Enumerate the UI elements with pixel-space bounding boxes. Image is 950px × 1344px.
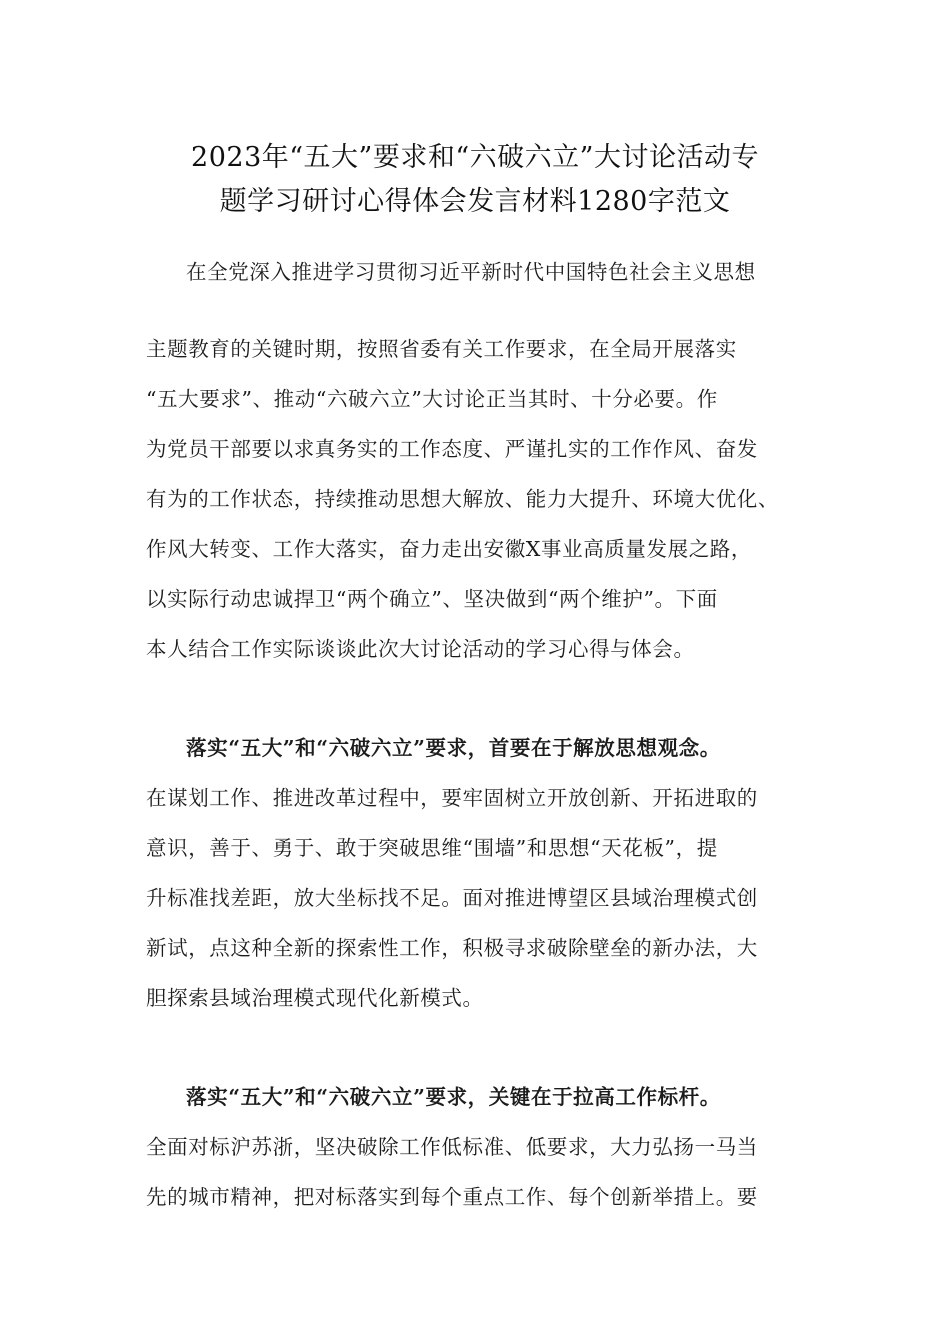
section-2-line: 全面对标沪苏浙，坚决破除工作低标准、低要求，大力弘扬一马当	[146, 1135, 758, 1159]
section-1-line: 意识，善于、勇于、敢于突破思维“围墙”和思想“天花板”，提	[146, 836, 718, 860]
intro-paragraph-line: 为党员干部要以求真务实的工作态度、严谨扎实的工作作风、奋发	[146, 437, 758, 461]
intro-paragraph-line: 本人结合工作实际谈谈此次大讨论活动的学习心得与体会。	[146, 637, 695, 661]
intro-paragraph-line: 有为的工作状态，持续推动思想大解放、能力大提升、环境大优化、	[146, 487, 779, 511]
intro-paragraph-line: 在全党深入推进学习贯彻习近平新时代中国特色社会主义思想	[186, 260, 756, 284]
section-2-line: 先的城市精神，把对标落实到每个重点工作、每个创新举措上。要	[146, 1185, 758, 1209]
section-1-line: 升标准找差距，放大坐标找不足。面对推进博望区县域治理模式创	[146, 886, 758, 910]
section-1-heading: 落实“五大”和“六破六立”要求，首要在于解放思想观念。	[186, 736, 721, 760]
section-2-heading: 落实“五大”和“六破六立”要求，关键在于拉高工作标杆。	[186, 1085, 721, 1109]
intro-paragraph-line: 作风大转变、工作大落实，奋力走出安徽X事业高质量发展之路，	[146, 537, 752, 561]
section-1-line: 在谋划工作、推进改革过程中，要牢固树立开放创新、开拓进取的	[146, 786, 758, 810]
intro-paragraph-line: 主题教育的关键时期，按照省委有关工作要求，在全局开展落实	[146, 337, 737, 361]
document-title-line-1: 2023年“五大”要求和“六破六立”大讨论活动专	[191, 142, 759, 173]
section-1-line: 新试，点这种全新的探索性工作，积极寻求破除壁垒的新办法，大	[146, 936, 758, 960]
section-1-line: 胆探索县域治理模式现代化新模式。	[146, 986, 484, 1010]
intro-paragraph-line: 以实际行动忠诚捍卫“两个确立”、坚决做到“两个维护”。下面	[146, 587, 718, 611]
intro-paragraph-line: “五大要求”、推动“六破六立”大讨论正当其时、十分必要。作	[146, 387, 718, 411]
document-title-line-2: 题学习研讨心得体会发言材料1280字范文	[219, 186, 731, 217]
